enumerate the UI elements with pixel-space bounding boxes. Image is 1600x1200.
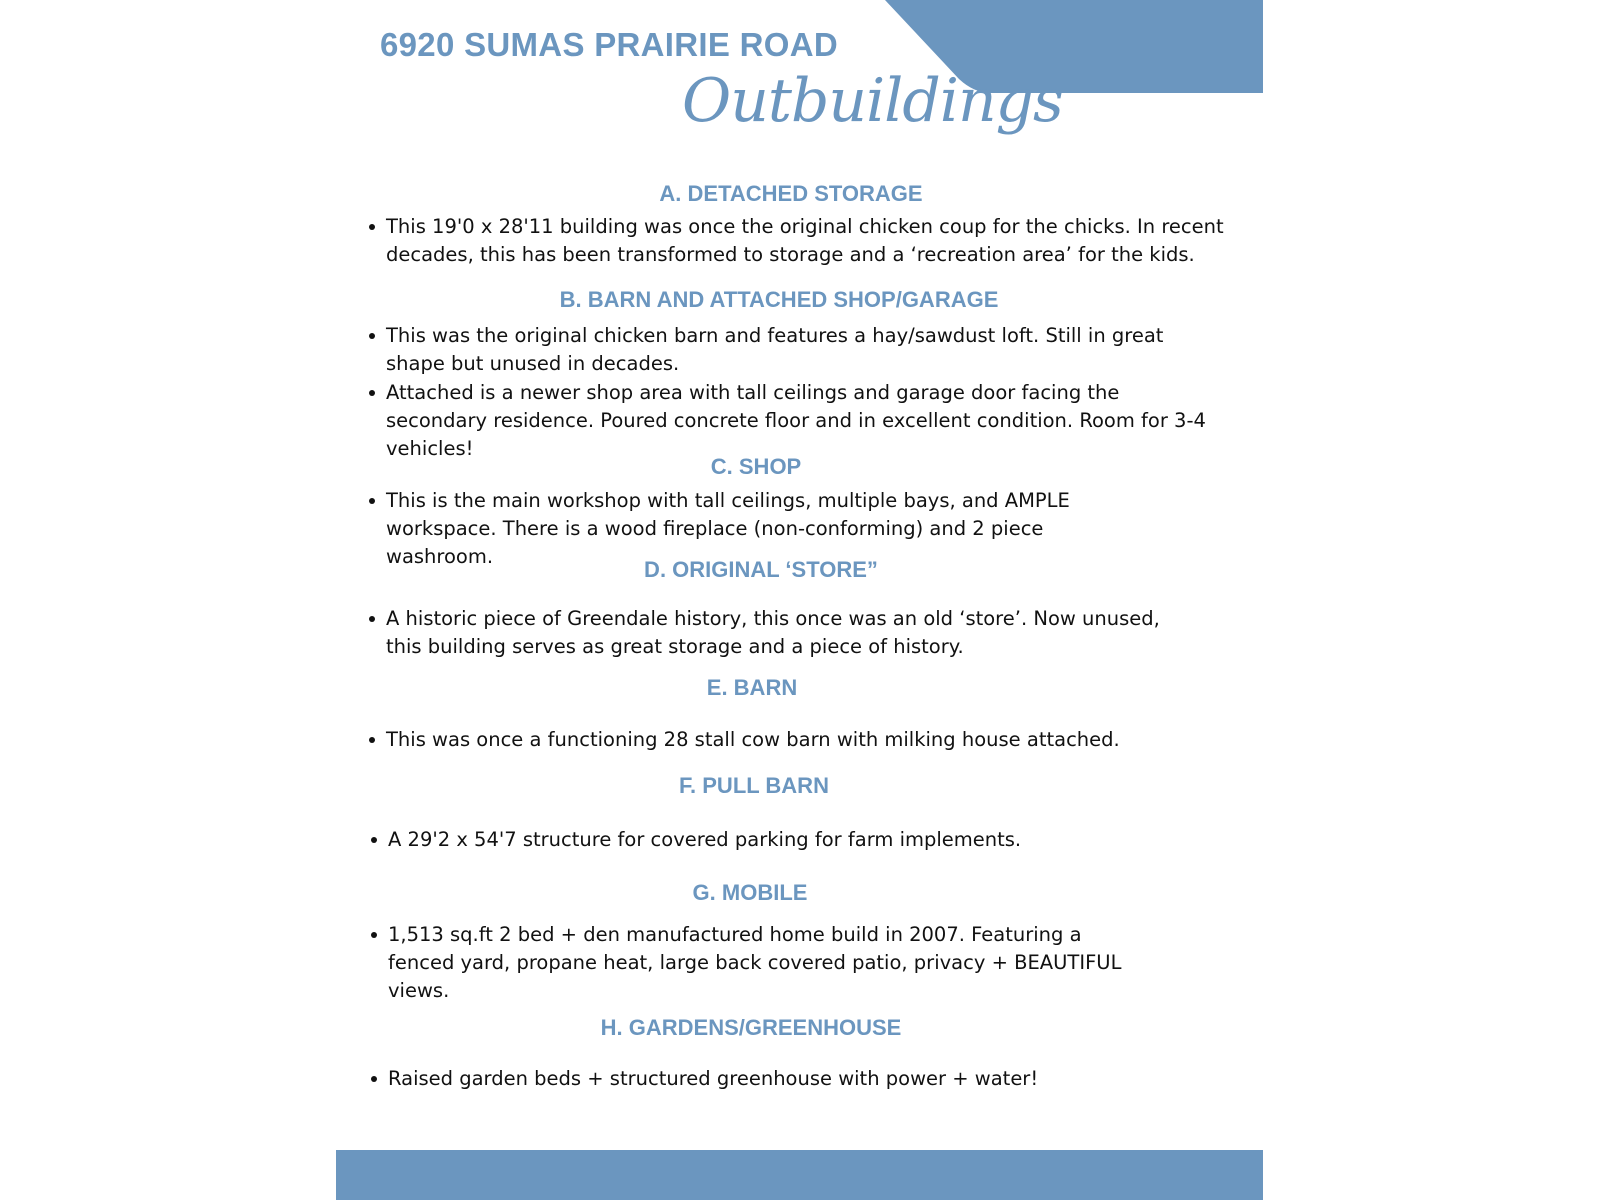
- outbuildings-script-title: Outbuildings: [682, 66, 1063, 136]
- section-heading-barn-shop-garage: B. BARN AND ATTACHED SHOP/GARAGE: [559, 287, 999, 312]
- bullet-text: 1,513 sq.ft 2 bed + den manufactured home build in 2007. Featuring a fenced yard, propane heat, large back covered patio, privacy + BEAUTIFUL views.: [388, 923, 1122, 1002]
- bullet-text: This was the original chicken barn and features a hay/sawdust loft. Still in great shape but unused in decades.: [386, 324, 1164, 375]
- bullet-dot: [371, 932, 377, 938]
- section-heading-pull-barn: F. PULL BARN: [679, 773, 829, 798]
- bullet-dot: [369, 333, 375, 339]
- bullet-item: [388, 826, 1248, 854]
- bullet-dot: [369, 737, 375, 743]
- section-heading-mobile: G. MOBILE: [692, 880, 808, 905]
- bullet-text: This was once a functioning 28 stall cow barn with milking house attached.: [386, 728, 1120, 751]
- bullet-dot: [371, 837, 377, 843]
- bullet-dot: [371, 1076, 377, 1082]
- bullet-text: This 19'0 x 28'11 building was once the original chicken coup for the chicks. In recent decades, this has been transformed to storage and a ‘recreation area’ for the kids.: [386, 215, 1224, 266]
- bullet-item: [386, 605, 1196, 661]
- bullet-text: This is the main workshop with tall ceilings, multiple bays, and AMPLE workspace. There is a wood fireplace (non-conforming) and 2 piece washroom.: [386, 489, 1070, 568]
- bullet-dot: [369, 390, 375, 396]
- section-heading-original-store: D. ORIGINAL ‘STORE”: [644, 557, 878, 582]
- document-page: [336, 0, 1263, 1200]
- property-address-title: 6920 SUMAS PRAIRIE ROAD: [380, 26, 839, 63]
- bullet-text: Raised garden beds + structured greenhouse with power + water!: [388, 1067, 1039, 1090]
- bullet-item: [386, 726, 1246, 754]
- bullet-item: [386, 213, 1226, 269]
- bullet-dot: [369, 498, 375, 504]
- section-heading-detached-storage: A. DETACHED STORAGE: [659, 181, 923, 206]
- bullet-item: [386, 322, 1206, 378]
- bullet-dot: [369, 616, 375, 622]
- bullet-text: A 29'2 x 54'7 structure for covered parking for farm implements.: [388, 828, 1022, 851]
- bullet-item: [388, 1065, 1248, 1093]
- bullet-item: [388, 921, 1148, 1005]
- section-heading-gardens-greenhouse: H. GARDENS/GREENHOUSE: [600, 1015, 902, 1040]
- bullet-text: Attached is a newer shop area with tall ceilings and garage door facing the secondary residence. Poured concrete floor and in excellent condition. Room for 3-4 vehicles!: [386, 381, 1206, 460]
- section-heading-barn: E. BARN: [706, 675, 798, 700]
- bullet-item: [386, 379, 1216, 463]
- bullet-text: A historic piece of Greendale history, this once was an old ‘store’. Now unused, this building serves as great storage and a piece of history.: [386, 607, 1160, 658]
- footer-accent-band: [336, 1150, 1263, 1200]
- section-heading-shop: C. SHOP: [710, 454, 802, 479]
- bullet-dot: [369, 224, 375, 230]
